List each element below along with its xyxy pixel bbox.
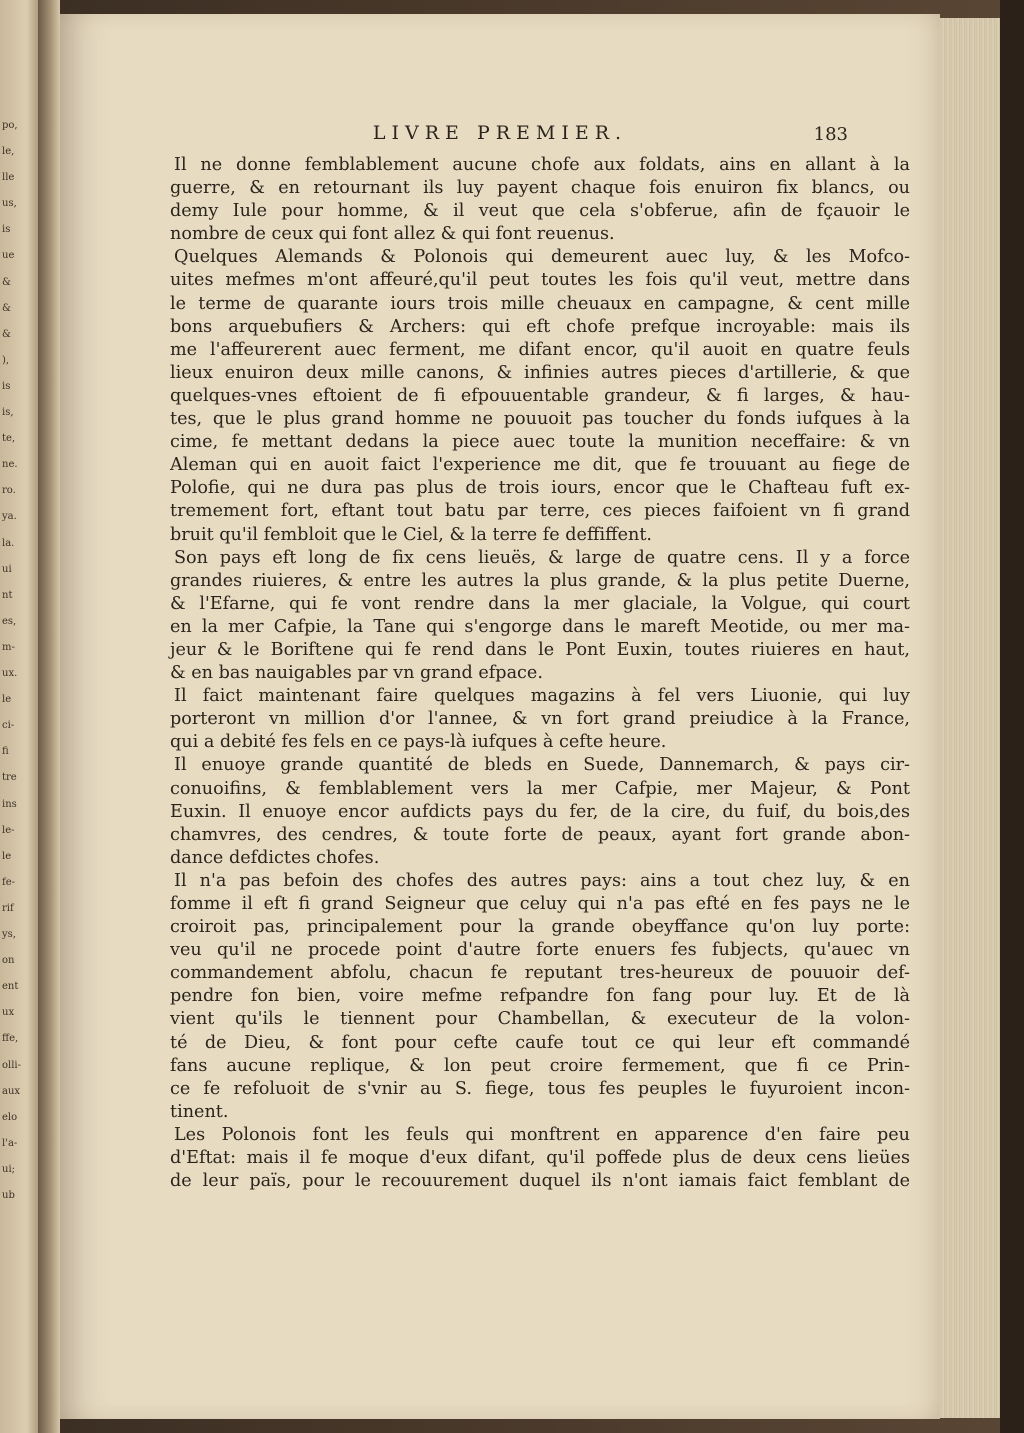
facing-page-fragment: fi — [2, 746, 9, 757]
facing-page-fragment: es, — [2, 616, 17, 627]
text-line: té de Dieu, & font pour cefte caufe tout ce qui leur eft commandé — [170, 1032, 910, 1053]
facing-page-fragment: ent — [2, 981, 19, 992]
facing-page-fragment: ), — [2, 355, 10, 366]
facing-page-fragment: rif — [2, 903, 14, 914]
facing-page-fragment: aux — [2, 1086, 21, 1097]
facing-page-fragment: us, — [2, 198, 17, 209]
text-line: croiroit pas, principalement pour la grande obeyffance qu'on luy porte: — [170, 917, 910, 938]
facing-page-fragment: ys, — [2, 929, 16, 940]
facing-page-fragment: te, — [2, 433, 16, 444]
text-line: veu qu'il ne procede point d'autre forte enuers fes fubjects, qu'auec vn — [170, 940, 910, 961]
facing-page-fragment: & — [2, 277, 11, 288]
text-line: quelques-vnes eftoient de fi efpouuentable grandeur, & fi larges, & hau- — [170, 385, 910, 406]
book-page — [60, 14, 940, 1419]
text-line: Polofie, qui ne dura pas plus de trois iours, encor que le Chafteau fuft ex- — [170, 478, 910, 499]
text-line: guerre, & en retournant ils luy payent chaque fois enuiron fix blancs, ou — [170, 178, 910, 199]
facing-page-fragment: ne. — [2, 459, 18, 470]
text-line: & l'Efarne, qui fe vont rendre dans la mer glaciale, la Volgue, qui court — [170, 593, 910, 614]
facing-page-fragment: la. — [2, 538, 15, 549]
text-line: commandement abfolu, chacun fe reputant tres-heureux de pouuoir def- — [170, 963, 910, 984]
text-line: fans aucune replique, & lon peut croire fermement, que fi ce Prin- — [170, 1055, 910, 1076]
facing-page-fragment: ue — [2, 250, 15, 261]
facing-page-fragment: l'a- — [2, 1138, 18, 1149]
text-line: bons arquebufiers & Archers: qui eft chofe prefque incroyable: mais ils — [170, 316, 910, 337]
facing-page-fragment: tre — [2, 772, 17, 783]
facing-page-fragment: ux — [2, 1007, 15, 1018]
facing-page-fragment: ui; — [2, 1164, 16, 1175]
text-line: d'Eftat: mais il fe moque d'eux difant, qu'il poffede plus de deux cens lieües — [170, 1148, 910, 1169]
text-line: fomme il eft fi grand Seigneur que celuy qui n'a pas efté en fes pays ne le — [170, 894, 910, 914]
text-line: me l'affeurerent auec ferment, me difant encor, qu'il auoit en quatre feuls — [170, 339, 910, 360]
text-line: Son pays eft long de fix cens lieuës, & large de quatre cens. Il y a force — [174, 547, 910, 568]
facing-page-fragment: is — [2, 381, 11, 392]
text-line: de leur païs, pour le recouurement duquel ils n'ont iamais faict femblant de — [170, 1171, 910, 1192]
facing-page-fragment: ffe, — [2, 1033, 19, 1044]
facing-page-fragment: ci- — [2, 720, 15, 731]
facing-page-fragment: ro. — [2, 485, 16, 496]
facing-page-fragment: & — [2, 329, 11, 340]
paragraph — [170, 246, 910, 546]
text-line: conuoifins, & femblablement vers la mer Cafpie, mer Majeur, & Pont — [170, 778, 910, 799]
text-line: chamvres, des cendres, & toute forte de peaux, ayant fort grande abon- — [170, 824, 910, 845]
facing-page-fragment: elo — [2, 1112, 18, 1123]
paragraph — [170, 870, 910, 1124]
facing-page-fragment: lle — [2, 172, 15, 183]
running-head: LIVRE PREMIER. — [372, 122, 628, 144]
text-line: Les Polonois font les feuls qui monftrent en apparence d'en faire peu — [174, 1124, 910, 1145]
facing-page-fragment: po, — [2, 120, 18, 131]
text-line: lieux enuiron deux mille canons, & infinies autres pieces d'artillerie, & que — [170, 362, 910, 383]
text-line: & en bas nauigables par vn grand efpace. — [170, 663, 543, 684]
paragraph — [170, 154, 910, 246]
facing-page-fragment: fe- — [2, 877, 15, 888]
page-block-edge — [940, 18, 1002, 1418]
text-line: bruit qu'il fembloit que le Ciel, & la terre fe deffiffent. — [170, 524, 652, 545]
facing-page-edge — [0, 0, 38, 1433]
text-line: Quelques Alemands & Polonois qui demeurent auec luy, & les Mofco- — [174, 247, 910, 268]
text-line: qui a debité fes fels en ce pays-là iufques à cefte heure. — [170, 732, 667, 753]
text-line: demy Iule pour homme, & il veut que cela s'obferue, afin de fçauoir le — [170, 201, 910, 222]
paragraph — [170, 754, 910, 869]
text-line: vient qu'ils le tiennent pour Chambellan, & executeur de la volon- — [170, 1009, 910, 1030]
scan-border — [1000, 0, 1024, 1433]
facing-page-fragment: is, — [2, 407, 14, 418]
facing-page-fragment: on — [2, 955, 15, 966]
facing-page-fragment: & — [2, 303, 11, 314]
facing-page-fragment: ya. — [2, 511, 17, 522]
page-number: 183 — [813, 124, 848, 145]
facing-page-fragment: olli- — [2, 1060, 21, 1071]
facing-page-fragment: m- — [2, 642, 15, 653]
facing-page-fragment: nt — [2, 590, 13, 601]
paragraph — [170, 547, 910, 686]
page-header — [60, 120, 940, 150]
text-line: Il enuoye grande quantité de bleds en Suede, Dannemarch, & pays cir- — [174, 755, 910, 776]
text-line: en la mer Cafpie, la Tane qui s'engorge dans le mareft Meotide, ou mer ma- — [170, 616, 910, 637]
body-text — [170, 154, 910, 1193]
text-line: Il ne donne femblablement aucune chofe aux foldats, ains en allant à la — [174, 155, 910, 175]
text-line: tinent. — [170, 1101, 229, 1122]
text-line: ce fe refoluoit de s'vnir au S. fiege, tous fes peuples le fuyuroient incon- — [170, 1078, 910, 1099]
text-line: porteront vn million d'or l'annee, & vn fort grand preiudice à la France, — [170, 709, 910, 730]
facing-page-fragment: le — [2, 694, 12, 705]
text-line: jeur & le Boriftene qui fe rend dans le Pont Euxin, toutes riuieres en haut, — [170, 639, 910, 660]
text-line: grandes riuieres, & entre les autres la plus grande, & la plus petite Duerne, — [170, 570, 910, 591]
facing-page-fragment: le — [2, 851, 12, 862]
text-line: tremement fort, eftant tout batu par terre, ces pieces faifoient vn fi grand — [170, 501, 910, 522]
text-line: le terme de quarante iours trois mille cheuaux en campagne, & cent mille — [170, 293, 910, 314]
text-line: Il faict maintenant faire quelques magazins à fel vers Liuonie, qui luy — [174, 686, 910, 707]
facing-page-fragment: le, — [2, 146, 15, 157]
text-line: tes, que le plus grand homme ne pouuoit pas toucher du fonds iufques à la — [170, 409, 910, 430]
paragraph — [170, 685, 910, 754]
facing-page-fragment: is — [2, 224, 11, 235]
book-gutter — [38, 0, 60, 1433]
text-line: Aleman qui en auoit faict l'experience me dit, que fe trouuant au fiege de — [170, 455, 910, 476]
facing-page-fragment: ux. — [2, 668, 18, 679]
facing-page-fragment: ins — [2, 799, 17, 810]
paragraph — [170, 1124, 910, 1193]
facing-page-fragment: ub — [2, 1190, 15, 1201]
facing-page-fragment: ui — [2, 564, 12, 575]
text-line: uites mefmes m'ont affeuré,qu'il peut toutes les fois qu'il veut, mettre dans — [170, 270, 910, 291]
facing-page-fragment: le- — [2, 825, 15, 836]
text-line: dance defdictes chofes. — [170, 847, 380, 868]
text-line: pendre fon bien, voire mefme refpandre fon fang pour luy. Et de là — [170, 986, 910, 1007]
text-line: nombre de ceux qui font allez & qui font reuenus. — [170, 224, 615, 245]
text-line: Il n'a pas befoin des chofes des autres pays: ains a tout chez luy, & en — [174, 870, 910, 891]
text-line: cime, fe mettant dedans la piece auec toute la munition neceffaire: & vn — [170, 432, 910, 453]
text-line: Euxin. Il enuoye encor aufdicts pays du fer, de la cire, du fuif, du bois,des — [170, 801, 910, 822]
